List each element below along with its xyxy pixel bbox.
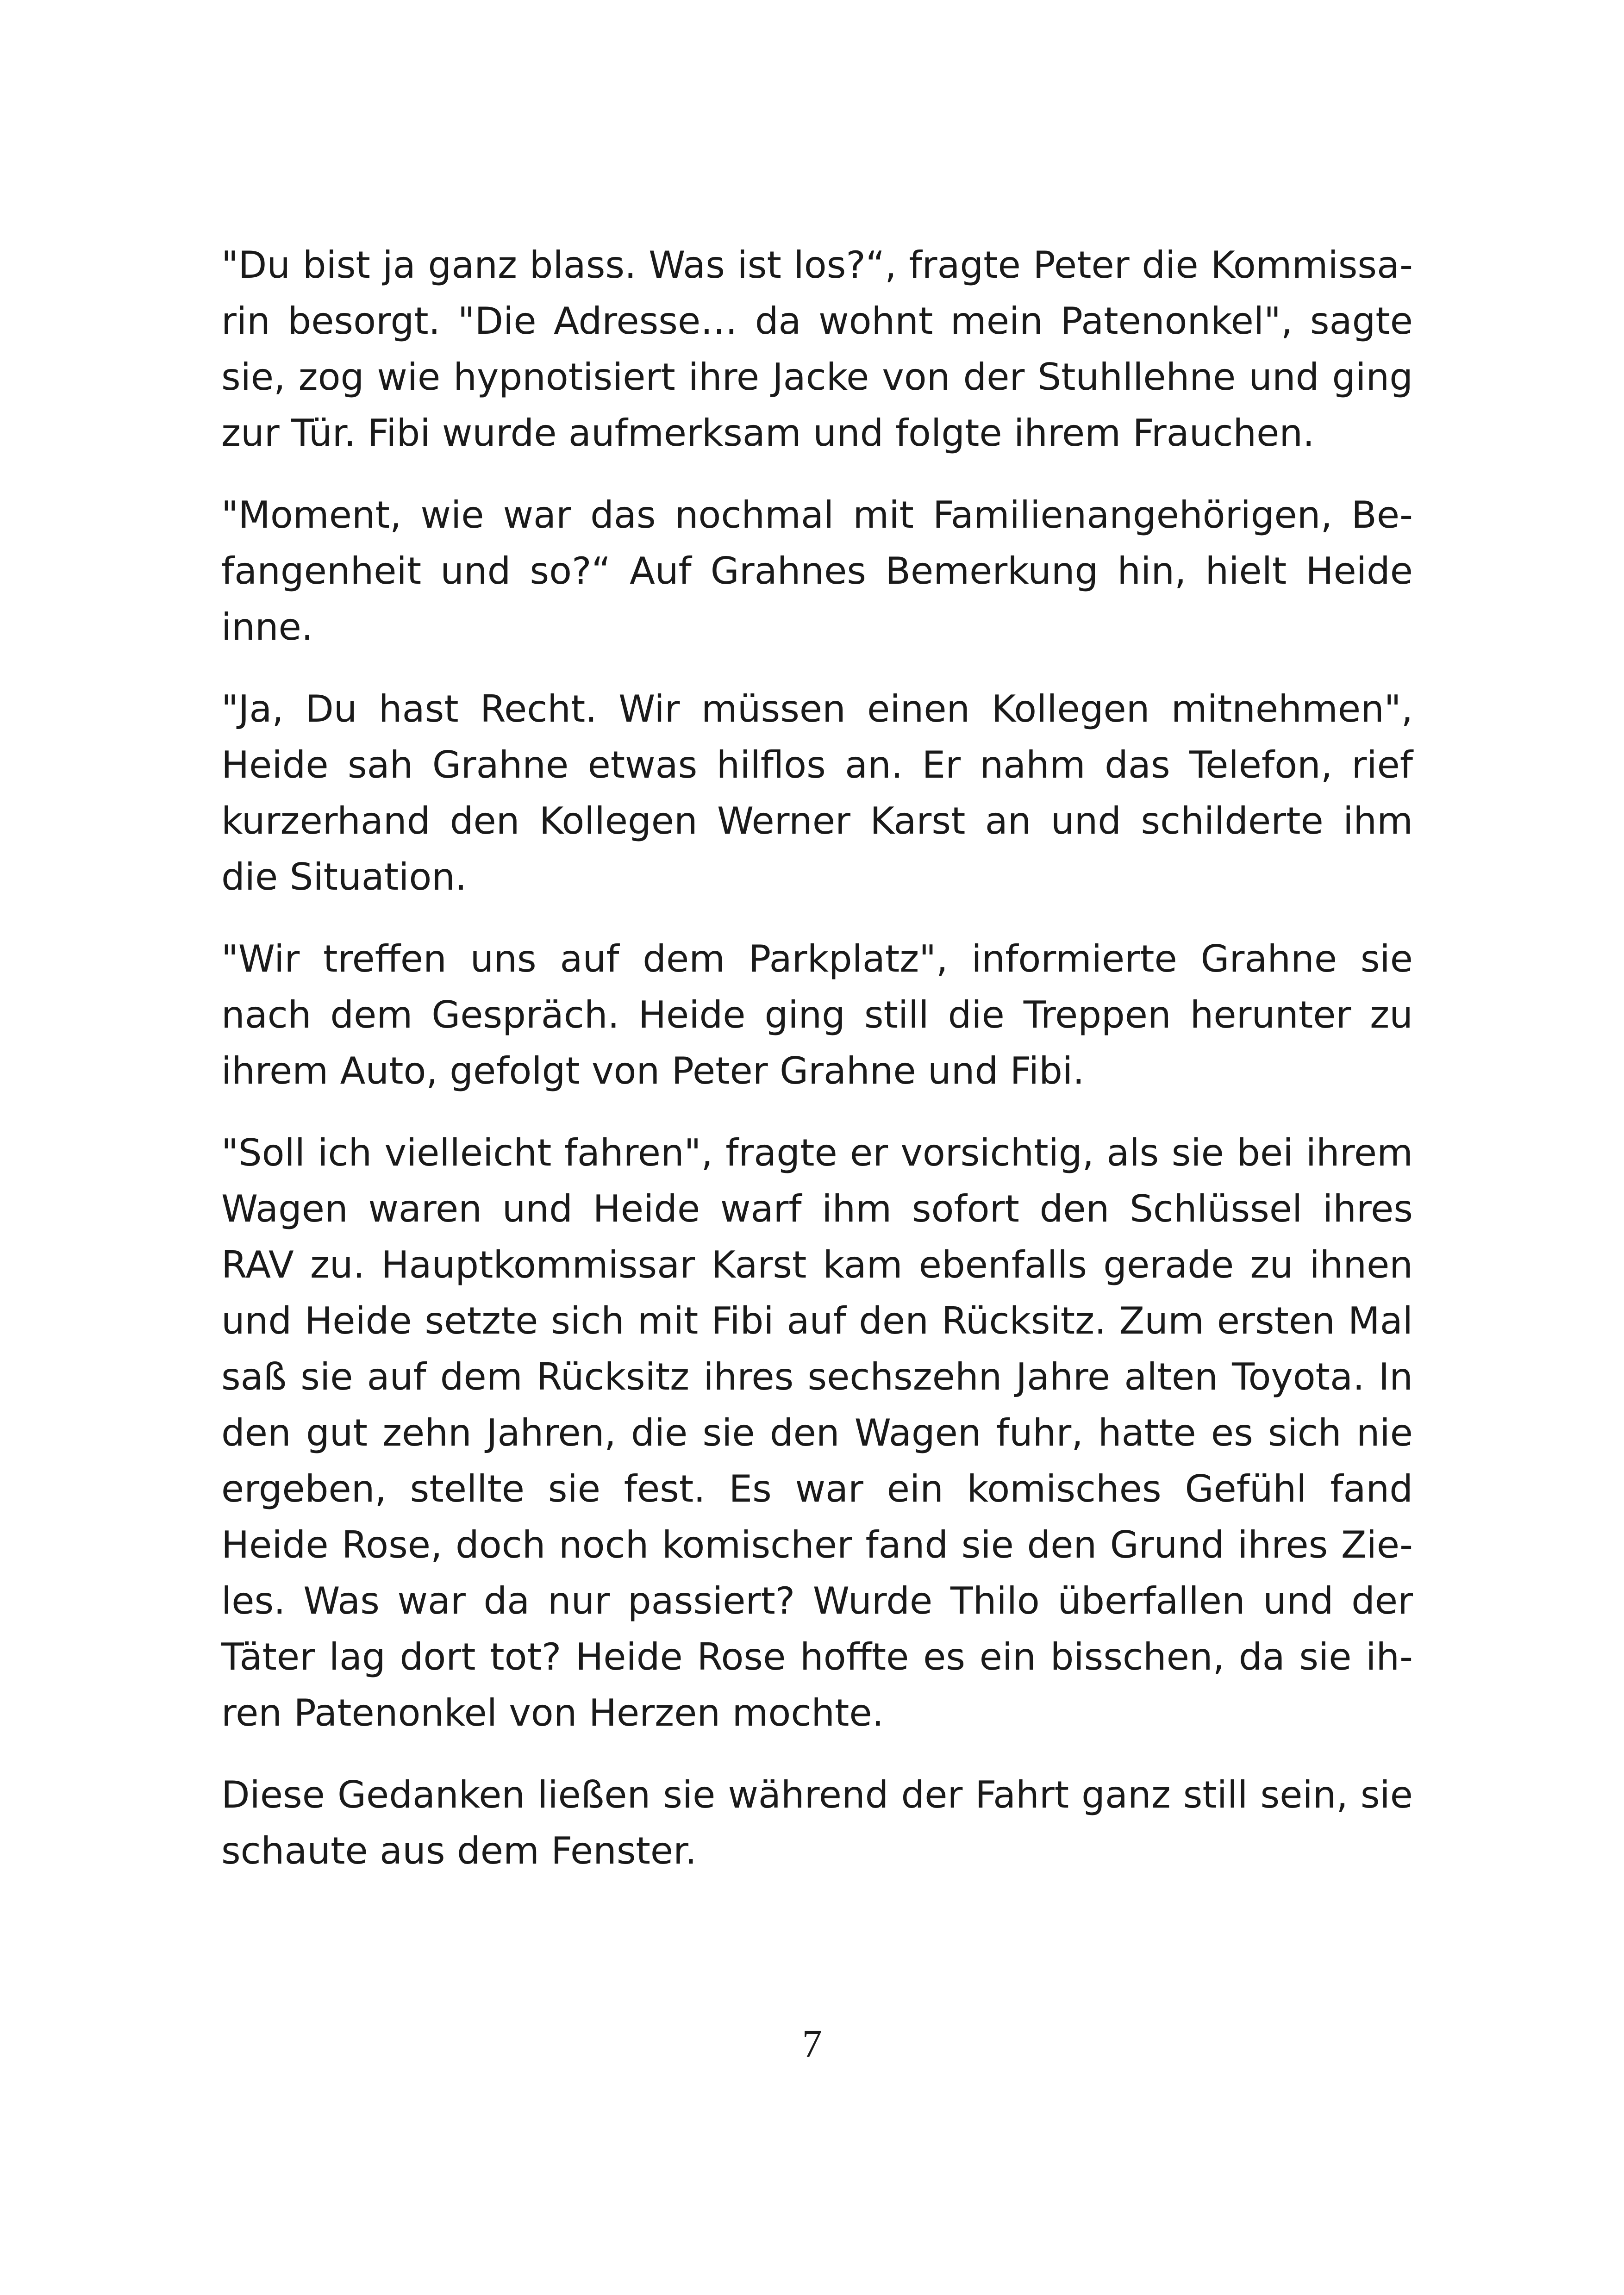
page-number: 7 [802, 2021, 822, 2066]
paragraph-1: "Du bist ja ganz blass. Was ist los?“, fragte Peter die Kommissarin besorgt. "Die Adresse… da wohnt mein Patenonkel", sagte sie, zog wie hypnotisiert ihre Jacke von der Stuhllehne und ging zur Tür. Fibi wurde aufmerksam und folgte ihrem Frauchen. [221, 243, 1413, 455]
body-text [221, 237, 1413, 1879]
paragraph-4: "Wir treffen uns auf dem Parkplatz", informierte Grahne sie nach dem Gespräch. Heide ging still die Treppen herunter zu ihrem Auto, gefolgt von Peter Grahne und Fibi. [221, 937, 1413, 1092]
paragraph-3: "Ja, Du hast Recht. Wir müssen einen Kollegen mitnehmen", Heide sah Grahne etwas hilflos an. Er nahm das Telefon, rief kurzerhand den Kollegen Werner Karst an und schilderte ihm die Situation. [221, 687, 1413, 898]
paragraph-5: "Soll ich vielleicht fahren", fragte er vorsichtig, als sie bei ihrem Wagen waren und Heide warf ihm sofort den Schlüssel ihres RAV zu. Hauptkommissar Karst kam ebenfalls gerade zu ihnen und Heide setzte sich mit Fibi auf den Rücksitz. Zum ersten Mal saß sie auf dem Rücksitz ihres sechszehn Jahre alten Toyota. In den gut zehn Jahren, die sie den Wagen fuhr, hatte es sich nie ergeben, stellte sie fest. Es war ein komisches Gefühl fand Heide Rose, doch noch komischer fand sie den Grund ihres Zieles. Was war da nur passiert? Wurde Thilo überfallen und der Täter lag dort tot? Heide Rose hoffte es ein bisschen, da sie ihren Patenonkel von Herzen mochte. [221, 1131, 1413, 1734]
paragraph-2: "Moment, wie war das nochmal mit Familienangehörigen, Befangenheit und so?“ Auf Grahnes Bemerkung hin, hielt Heide inne. [221, 493, 1413, 649]
paragraph-6: Diese Gedanken ließen sie während der Fahrt ganz still sein, sie schaute aus dem Fenster. [221, 1773, 1413, 1872]
